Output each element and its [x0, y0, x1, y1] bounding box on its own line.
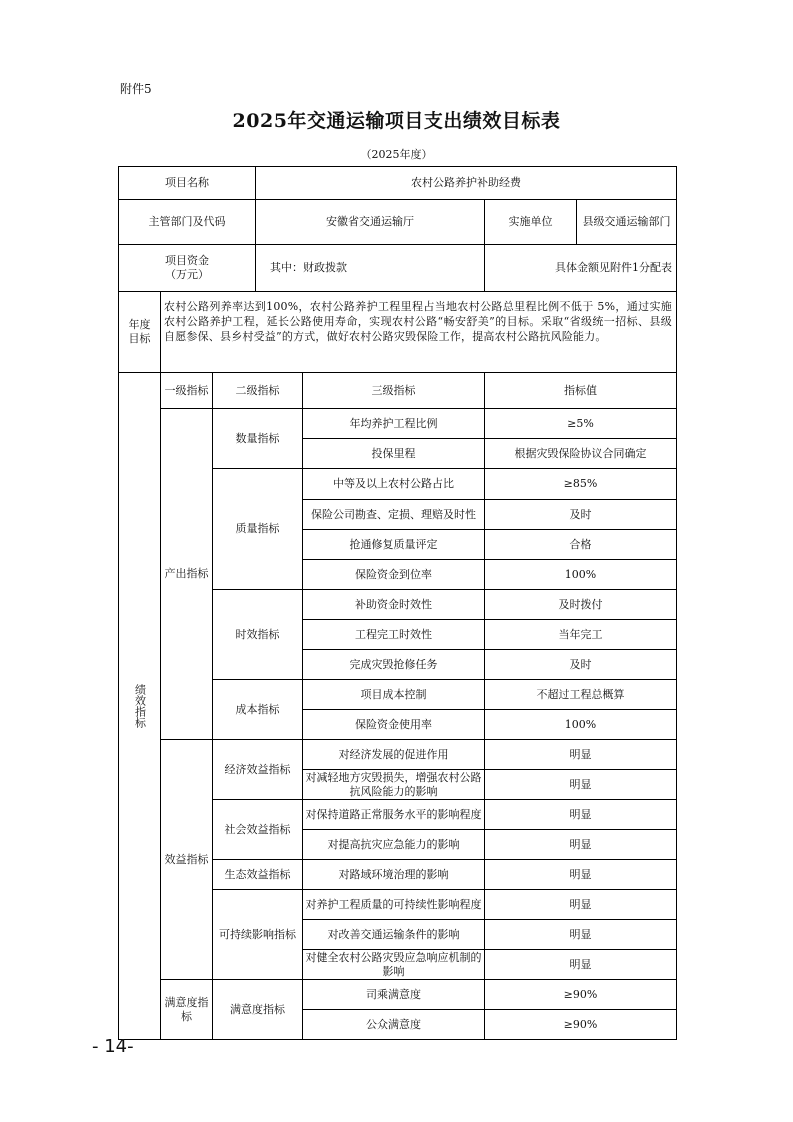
indicator-value: 当年完工 — [484, 619, 677, 650]
level2-indicator: 时效指标 — [212, 589, 303, 680]
level3-indicator: 对减轻地方灾毁损失，增强农村公路抗风险能力的影响 — [302, 769, 485, 800]
fund-sub-label: 其中：财政拨款 — [255, 244, 485, 292]
indicator-value: 及时 — [484, 649, 677, 680]
level3-indicator: 保险资金到位率 — [302, 559, 485, 590]
level3-indicator: 对经济发展的促进作用 — [302, 739, 485, 770]
goal-label — [118, 291, 161, 373]
indicator-value: 明显 — [484, 859, 677, 890]
level3-indicator: 对改善交通运输条件的影响 — [302, 919, 485, 950]
indicator-value: ≥90% — [484, 979, 677, 1010]
year-label: （2025年度） — [360, 148, 433, 161]
level3-indicator: 对保持道路正常服务水平的影响程度 — [302, 799, 485, 830]
goal-label-line: 年度 — [128, 318, 151, 331]
level1-indicator: 满意度指标 — [160, 979, 213, 1040]
level2-indicator: 质量指标 — [212, 468, 303, 590]
indicator-value: ≥5% — [484, 408, 677, 439]
level3-indicator: 中等及以上农村公路占比 — [302, 468, 485, 500]
indicator-value: 明显 — [484, 799, 677, 830]
level3-indicator: 公众满意度 — [302, 1009, 485, 1040]
page-title: 2025年交通运输项目支出绩效目标表 — [232, 110, 561, 132]
project-name-label: 项目名称 — [118, 166, 256, 200]
perf-indicator-label: 绩效指标 — [118, 372, 161, 1040]
fund-label — [118, 244, 256, 292]
indicator-value: 及时拨付 — [484, 589, 677, 620]
indicator-value: 100% — [484, 559, 677, 590]
level3-indicator: 对养护工程质量的可持续性影响程度 — [302, 889, 485, 920]
level2-indicator: 可持续影响指标 — [212, 889, 303, 980]
fund-value: 具体金额见附件1分配表 — [484, 244, 677, 292]
level3-indicator: 投保里程 — [302, 438, 485, 469]
level2-indicator: 成本指标 — [212, 679, 303, 740]
header-level2: 二级指标 — [212, 372, 303, 409]
indicator-value: 明显 — [484, 889, 677, 920]
indicator-value: 明显 — [484, 829, 677, 860]
header-value: 指标值 — [484, 372, 677, 409]
page-number: - 14- — [92, 1036, 134, 1057]
level2-indicator: 经济效益指标 — [212, 739, 303, 800]
indicator-value: 根据灾毁保险协议合同确定 — [484, 438, 677, 469]
header-level3: 三级指标 — [302, 372, 485, 409]
header-level1: 一级指标 — [160, 372, 213, 409]
level3-indicator: 司乘满意度 — [302, 979, 485, 1010]
indicator-value: 100% — [484, 709, 677, 740]
impl-value: 县级交通运输部门 — [576, 199, 677, 245]
level3-indicator: 抢通修复质量评定 — [302, 529, 485, 560]
indicator-value: 明显 — [484, 949, 677, 980]
level3-indicator: 项目成本控制 — [302, 679, 485, 710]
level3-indicator: 对提高抗灾应急能力的影响 — [302, 829, 485, 860]
fund-label-line: 项目资金 — [165, 254, 209, 267]
level3-indicator: 工程完工时效性 — [302, 619, 485, 650]
level3-indicator: 保险公司勘查、定损、理赔及时性 — [302, 499, 485, 530]
level1-indicator: 效益指标 — [160, 739, 213, 980]
indicator-value: 不超过工程总概算 — [484, 679, 677, 710]
level3-indicator: 对路域环境治理的影响 — [302, 859, 485, 890]
indicator-value: 及时 — [484, 499, 677, 530]
indicator-value: 明显 — [484, 769, 677, 800]
level3-indicator: 补助资金时效性 — [302, 589, 485, 620]
fund-label-line: （万元） — [165, 268, 209, 281]
indicator-value: 明显 — [484, 919, 677, 950]
level2-indicator: 社会效益指标 — [212, 799, 303, 860]
goal-text: 农村公路列养率达到100%，农村公路养护工程里程占当地农村公路总里程比例不低于 5%，通过实施农村公路养护工程，延长公路使用寿命，实现农村公路“畅安舒美”的目标。采取“省级统一招标、县级自愿参保、县乡村受益”的方式，做好农村公路灾毁保险工作，提高农村公路抗风险能力。 — [164, 300, 672, 343]
level1-indicator: 产出指标 — [160, 408, 213, 740]
indicator-value: 合格 — [484, 529, 677, 560]
attachment-label: 附件5 — [120, 82, 152, 96]
level3-indicator: 年均养护工程比例 — [302, 408, 485, 439]
dept-value: 安徽省交通运输厅 — [255, 199, 485, 245]
project-name-value: 农村公路养护补助经费 — [255, 166, 677, 200]
indicator-value: ≥85% — [484, 468, 677, 500]
level3-indicator: 对健全农村公路灾毁应急响应机制的影响 — [302, 949, 485, 980]
impl-label: 实施单位 — [484, 199, 577, 245]
level3-indicator: 完成灾毁抢修任务 — [302, 649, 485, 680]
level2-indicator: 生态效益指标 — [212, 859, 303, 890]
level2-indicator: 满意度指标 — [212, 979, 303, 1040]
level2-indicator: 数量指标 — [212, 408, 303, 469]
indicator-value: 明显 — [484, 739, 677, 770]
level3-indicator: 保险资金使用率 — [302, 709, 485, 740]
dept-label: 主管部门及代码 — [118, 199, 256, 245]
indicator-value: ≥90% — [484, 1009, 677, 1040]
goal-label-line: 目标 — [128, 332, 151, 345]
